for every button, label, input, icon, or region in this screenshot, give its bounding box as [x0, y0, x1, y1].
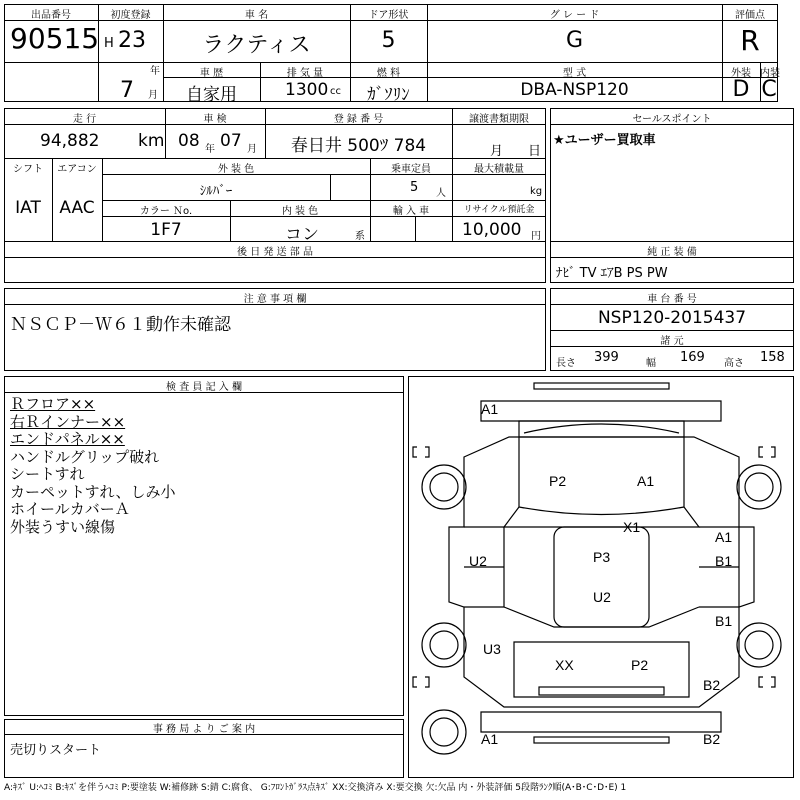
shift-label: シフト: [13, 164, 43, 175]
mark-rear-left: A1: [481, 731, 499, 747]
disp-label: 排 気 量: [286, 68, 324, 79]
mileage-value: 94,882: [40, 131, 100, 151]
ac-value: AAC: [59, 198, 95, 218]
office-label: 事 務 局 よ り ご 案 内: [152, 724, 256, 735]
note-line: ハンドルグリップ破れ: [10, 447, 160, 466]
car-name-label: 車 名: [244, 10, 269, 21]
seats-unit: 人: [436, 188, 446, 199]
disp-value: 1300: [285, 80, 329, 100]
score-label: 評価点: [735, 10, 765, 21]
height-label: 高さ: [724, 358, 744, 369]
sales-text: ★ユーザー買取車: [553, 133, 656, 148]
plate-label: 登 録 番 号: [333, 114, 384, 125]
mark-hood-left: P2: [549, 473, 567, 489]
car-diagram-svg: [409, 377, 793, 777]
damage-diagram: [408, 376, 794, 778]
fuel-label: 燃 料: [376, 68, 401, 79]
model-value: DBA-NSP120: [520, 80, 629, 100]
caution-text: ＮＳＣＰ－Ｗ６１動作未確認: [10, 315, 231, 335]
transfer-month: 月: [490, 144, 504, 159]
ac-label: エアコン: [57, 164, 97, 175]
first-reg-label: 初度登録: [110, 10, 151, 21]
intcolor-label: 内 装 色: [281, 206, 319, 217]
height-value: 158: [760, 350, 785, 365]
transfer-day: 日: [528, 144, 542, 159]
color-value: ｼﾙﾊﾞｰ: [199, 184, 233, 199]
year-unit: 年: [150, 66, 160, 77]
mark-front-top: A1: [481, 401, 499, 417]
mileage-label: 走 行: [72, 114, 97, 125]
inspector-notes: [10, 396, 175, 536]
mark-rear-right: B2: [703, 731, 721, 747]
mark-right-rear-door: B1: [715, 613, 733, 629]
width-value: 169: [680, 350, 705, 365]
inspect-year: 08: [178, 131, 200, 151]
note-line: ホイールカバーＡ: [10, 500, 130, 518]
mark-right-front-door: B1: [715, 553, 733, 569]
ext-label: 外装: [731, 68, 751, 79]
inspector-label: 検 査 員 記 入 欄: [166, 382, 242, 393]
intcolor-unit: 系: [355, 231, 365, 242]
sales-label: セールスポイント: [632, 114, 712, 125]
inspect-month: 07: [220, 131, 242, 151]
history-label: 車 歴: [199, 68, 224, 79]
colorno-label: カラー Ｎo.: [139, 206, 193, 217]
recycle-label: リサイクル預託金: [463, 205, 535, 215]
recycle-unit: 円: [531, 231, 541, 242]
mark-hood-right: A1: [637, 473, 655, 489]
legend-text: A:ｷｽﾞ U:ﾍｺﾐ B:ｷｽﾞを伴うﾍｺﾐ P:要塗装 W:補修跡 S:錆 C:腐食、 G:ﾌﾛﾝﾄｶﾞﾗｽ点ｷｽﾞ XX:交換済み X:要交換 欠:欠品 内・外装評価 5段階ﾗﾝｸ順(A･B･C･D･E) 1: [4, 783, 627, 793]
note-line: 右Ｒインナー××: [10, 412, 126, 431]
colorno-value: 1F7: [150, 220, 182, 240]
grade-value: G: [565, 28, 584, 53]
door-label: ドア形状: [368, 10, 409, 21]
shift-value: IAT: [15, 198, 41, 218]
note-line: 外装うすい線傷: [10, 517, 116, 536]
note-line: シートすれ: [10, 465, 85, 483]
dims-label: 諸 元: [660, 336, 684, 347]
equip-value: ﾅﾋﾞ TV ｴｱB PS PW: [556, 266, 668, 281]
later-parts-label: 後 日 発 送 部 品: [237, 247, 313, 258]
mark-left-rear-door: U3: [483, 641, 501, 657]
chassis-label: 車 台 番 号: [647, 294, 697, 305]
note-line: Ｒフロア××: [10, 395, 96, 413]
mark-left-front-door: U2: [469, 553, 487, 569]
inspect-month-unit: 月: [247, 144, 257, 155]
mark-windshield: X1: [623, 519, 641, 535]
inspect-label: 車 検: [203, 114, 227, 125]
seats-value: 5: [410, 180, 419, 195]
mark-back-left: XX: [555, 657, 574, 673]
car-name: ラクティス: [202, 33, 311, 58]
int-label: 内装: [760, 68, 780, 79]
int-score: C: [761, 77, 777, 102]
era: H: [104, 36, 114, 51]
chassis-value: NSP120-2015437: [597, 308, 747, 328]
mark-right-fender: A1: [715, 529, 733, 545]
month-unit: 月: [148, 90, 158, 101]
transfer-label: 譲渡書類期限: [469, 114, 529, 125]
disp-unit: cc: [330, 86, 341, 97]
mark-right-quarter: B2: [703, 677, 721, 693]
history-value: 自家用: [186, 85, 237, 105]
mark-roof: P3: [593, 549, 611, 565]
load-label: 最大積載量: [474, 164, 524, 175]
score-value: R: [740, 24, 760, 57]
door-value: 5: [381, 28, 396, 53]
reg-year: 23: [118, 28, 146, 53]
length-label: 長さ: [556, 358, 576, 369]
lot-number: 90515: [10, 22, 100, 55]
grade-label: グ レ ー ド: [549, 10, 600, 21]
reg-month: 7: [120, 78, 134, 103]
seats-label: 乗車定員: [391, 164, 431, 175]
ext-score: D: [732, 77, 750, 102]
recycle-value: 10,000: [462, 220, 522, 240]
lot-label: 出品番号: [31, 10, 71, 21]
fuel-value: ｶﾞｿﾘﾝ: [367, 85, 410, 105]
model-label: 型 式: [562, 68, 587, 79]
mileage-unit: km: [138, 131, 165, 151]
load-unit: kg: [530, 186, 543, 197]
inspect-year-unit: 年: [205, 144, 215, 155]
office-text: 売切りスタート: [10, 743, 102, 758]
length-value: 399: [594, 350, 619, 365]
caution-label: 注 意 事 項 欄: [243, 294, 307, 305]
width-label: 幅: [646, 358, 656, 369]
equip-label: 純 正 装 備: [647, 247, 697, 258]
note-line: エンドパネル××: [10, 430, 125, 448]
import-label: 輸 入 車: [392, 206, 430, 217]
intcolor-value: コン: [285, 225, 319, 245]
mark-back-right: P2: [631, 657, 649, 673]
plate-value: 春日井 500ﾂ 784: [290, 136, 427, 156]
color-label: 外 装 色: [217, 164, 255, 175]
note-line: カーペットすれ、しみ小: [10, 482, 176, 501]
mark-rear-roof: U2: [593, 589, 611, 605]
